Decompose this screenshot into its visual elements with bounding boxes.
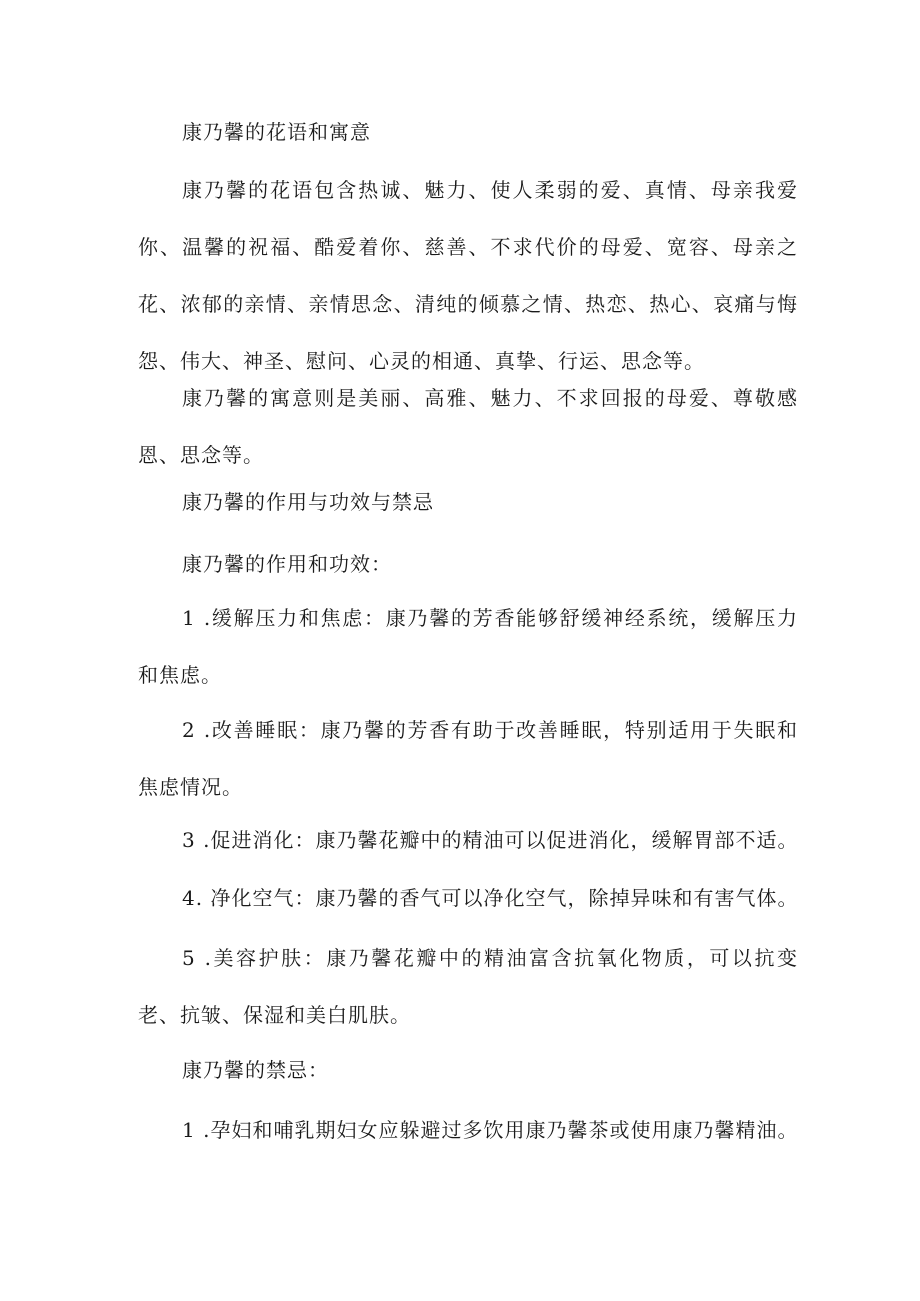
list-item-effect-3: 3 .促进消化：康乃馨花瓣中的精油可以促进消化，缓解胃部不适。 [182, 828, 799, 852]
subheading-taboos: 康乃馨的禁忌： [182, 1058, 329, 1082]
list-item-effect-5: 5 .美容护肤：康乃馨花瓣中的精油富含抗氧化物质，可以抗变老、抗皱、保湿和美白肌肤。 [138, 946, 798, 1027]
paragraph-flower-language: 康乃馨的花语包含热诚、魅力、使人柔弱的爱、真情、母亲我爱你、温馨的祝福、酷爱着你、慈善、不求代价的母爱、宽容、母亲之花、浓郁的亲情、亲情思念、清纯的倾慕之情、热恋、热心、哀痛与悔怨、伟大、神圣、慰问、心灵的相通、真挚、行运、思念等。 [138, 178, 798, 373]
list-item-effect-2: 2 .改善睡眠：康乃馨的芳香有助于改善睡眠，特别适用于失眠和焦虑情况。 [138, 718, 798, 799]
list-item-effect-4: 4. 净化空气：康乃馨的香气可以净化空气，除掉异味和有害气体。 [182, 886, 799, 910]
subheading-effects: 康乃馨的作用和功效： [182, 552, 392, 576]
list-item-effect-1: 1 .缓解压力和焦虑：康乃馨的芳香能够舒缓神经系统，缓解压力和焦虑。 [138, 606, 798, 687]
list-item-taboo-1: 1 .孕妇和哺乳期妇女应躲避过多饮用康乃馨茶或使用康乃馨精油。 [182, 1118, 799, 1142]
heading-effects-taboos: 康乃馨的作用与功效与禁忌 [182, 490, 434, 514]
heading-flower-language: 康乃馨的花语和寓意 [182, 120, 371, 144]
paragraph-meaning: 康乃馨的寓意则是美丽、高雅、魅力、不求回报的母爱、尊敬感恩、思念等。 [138, 386, 798, 467]
